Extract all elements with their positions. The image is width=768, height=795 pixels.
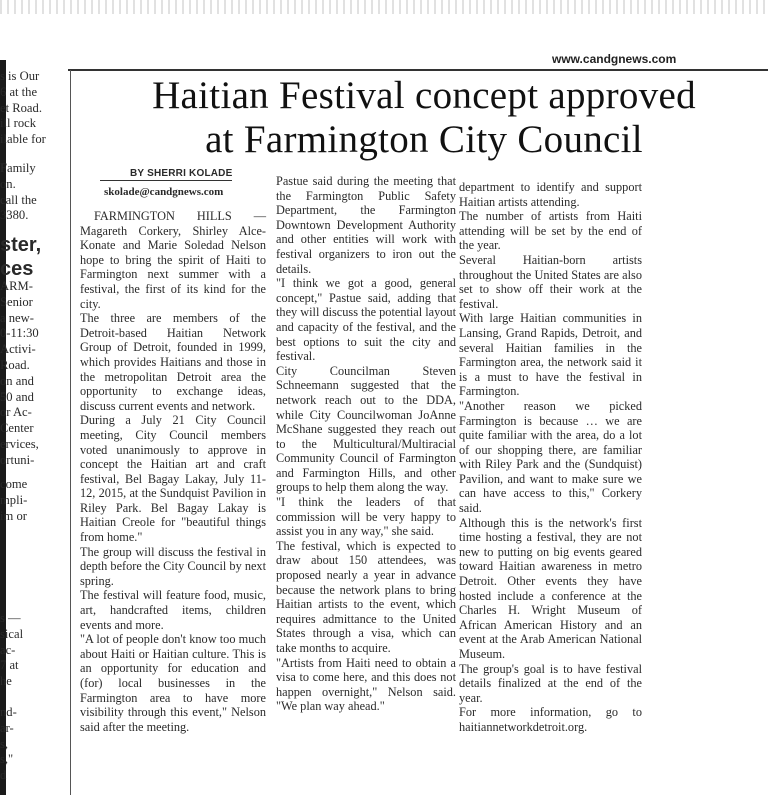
adjacent-text-block: Family on. call the 3380. [0,161,37,223]
adjacent-text-block: come mpli- im or [0,477,28,523]
paragraph: With large Haitian communities in Lansing, Grand Rapids, Detroit, and several Haitian families in the Farmington area, the network said it is a must to have the festival in Farmington. [459,311,642,399]
byline-block [100,163,260,198]
adjacent-headline: ster, ces [0,234,42,280]
column-divider [70,70,71,795]
paragraph: During a July 21 City Council meeting, City Council members voted unanimously to approve in concept the Haitian art and craft festival, Bel Bagay Lakay, July 11-12, 2015, at the Sundquist Pavilion in Riley Park. Bel Bagay Lakay is Haitian Creole for "beautiful things from home." [80,413,266,545]
author-email: skolade@candgnews.com [104,186,224,198]
adjacent-text-block: ARM- Senior a new- 0-11:30 Activi- Road. on and 50 and or Ac- Center ervices, ortuni- [0,279,39,467]
paragraph: "I think the leaders of that commission will be very happy to assist you in any way," she said. [276,495,456,539]
site-url: www.candgnews.com [552,52,677,66]
byline: BY SHERRI KOLADE [100,168,232,181]
paragraph: The festival will feature food, music, art, handcrafted items, children events and more. [80,588,266,632]
paragraph: Pastue said during the meeting that the Farmington Public Safety Department, the Farmington Downtown Development Authority and other entities will work with festival organizers to iron out the details. [276,174,456,276]
article-column-3 [459,180,642,735]
paragraph: The group will discuss the festival in depth before the City Council by next spring. [80,544,266,588]
paragraph: FARMINGTON HILLS — Magareth Corkery, Shirley Alce-Konate and Marie Soledad Nelson hope to bring the spirit of Haiti to Farmington next summer with a festival, the first of its kind for the city. [80,209,266,311]
paragraph: The festival, which is expected to draw about 150 attendees, was proposed nearly a year in advance because the network plans to bring Haitian artists to the event, which requires admittance to the United States through a visa, which can take months to acquire. [276,538,456,655]
paragraph: Although this is the network's first time hosting a festival, they are not new to putting on big events geared toward Haitian awareness in metro Detroit. Other events they have hosted include a conference at the Charles H. Wright Museum of African American History and an event at the Arab American National Museum. [459,515,642,661]
paragraph: Several Haitian-born artists throughout the United States are also set to show off their work at the festival. [459,252,642,311]
paragraph: "I think we got a good, general concept," Pastue said, adding that they will discuss the potential layout and capacity of the festival, and the best options to suit the city and festival. [276,276,456,364]
paragraph: "Another reason we picked Farmington is because … we are quite familiar with the area, do a lot of our shopping there, are familiar with Riley Park and the (Sundquist) Pavilion, and want to make sure we can have access to this," Corkery said. [459,398,642,516]
adjacent-text-block: s — sical ac- 7 at he [0,611,24,689]
adjacent-text-block: nd- ar- s, s," d [0,705,17,783]
paragraph: City Councilman Steven Schneemann suggested that the network reach out to the DDA, while City Councilwoman JoAnne McShane suggested they reach out to the Multicultural/Multiracial Community Council of Farmington and Farmington Hills, and other groups to help them along the way. [276,363,456,495]
paragraph: "A lot of people don't know too much about Haiti or Haitian culture. This is an opportunity for education and (for) local businesses in the Farmington area to have more visibility through this event," Nelson said after the meeting. [80,632,266,734]
paragraph: For more information, go to haitiannetworkdetroit.org. [459,705,642,734]
scan-noise [0,0,768,14]
paragraph: The number of artists from Haiti attending will be set by the end of the year. [459,209,642,253]
paragraph: The three are members of the Detroit-based Haitian Network Group of Detroit, founded in 1999, which provides Haitians and those in the metropolitan Detroit area the opportunity to exchange ideas, discuss current events and network. [80,311,266,413]
paragraph: "Artists from Haiti need to obtain a visa to come here, and this does not happen overnight," Nelson said. "We plan way ahead." [276,655,456,714]
paragraph: department to identify and support Haitian artists attending. [459,180,642,209]
adjacent-article-column [0,65,68,795]
article-column-2 [276,174,456,714]
adjacent-text-block: s is Our 6 at the et Road. ill rock ilable for [0,69,46,147]
article-headline: Haitian Festival concept approved at Farmington City Council [152,74,696,161]
paragraph: The group's goal is to have festival details finalized at the end of the year. [459,661,642,705]
header-rule [68,69,768,71]
article-column-1 [80,209,266,734]
